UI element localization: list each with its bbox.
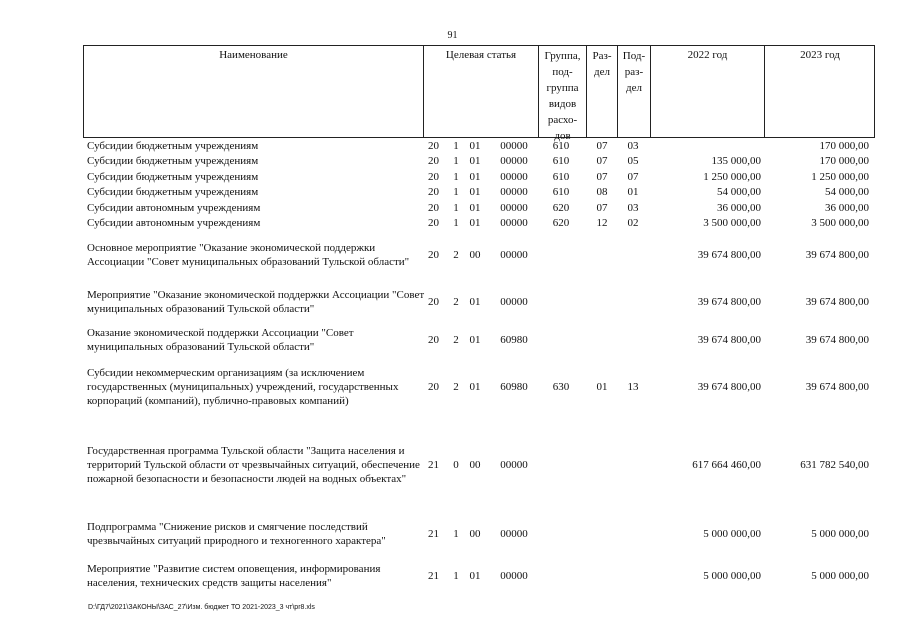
table-row [83,200,875,216]
section-code: 07 [596,139,608,152]
section-code: 01 [596,380,608,393]
code-program: 20 [428,186,439,199]
row-name: Субсидии бюджетным учреждениям [87,186,259,199]
subsection-code [618,556,648,596]
section-code [588,511,616,556]
subsection-code [618,418,648,511]
amount-2022: 39 674 800,00 [697,248,761,261]
code-program: 20 [428,139,439,152]
table-header [83,45,875,142]
code-program: 20 [428,334,439,346]
amount-2023: 631 782 540,00 [800,458,869,471]
expense-group [538,325,584,355]
header-name: Наименование [219,49,288,61]
code-direction: 00000 [500,186,528,199]
code-subprogram: 2 [453,295,459,308]
code-program: 20 [428,170,439,183]
row-name: Подпрограмма "Снижение рисков и смягчение последствий чрезвычайных ситуаций природного и техногенного характера" [87,520,386,547]
page-number: 91 [447,30,458,41]
code-direction: 60980 [500,334,528,346]
code-program: 20 [428,201,439,214]
code-subprogram: 1 [453,217,459,230]
code-event: 01 [469,217,481,230]
subsection-code: 03 [627,139,639,152]
code-subprogram: 2 [453,248,459,261]
header-subsection [617,46,650,137]
header-year-2023: 2023 год [764,46,875,137]
code-direction: 00000 [500,217,528,230]
amount-2023: 36 000,00 [825,201,869,214]
header-subsection-text: Под- раз- дел [622,50,646,94]
table-row [83,556,875,596]
code-direction: 00000 [500,527,528,540]
amount-2023: 54 000,00 [825,186,869,199]
subsection-code: 03 [627,201,639,214]
section-code: 12 [596,217,608,230]
table-row [83,169,875,185]
table-row [83,511,875,556]
header-year-2022: 2022 год [650,46,764,137]
code-direction: 00000 [500,201,528,214]
section-code: 07 [596,155,608,168]
code-direction: 00000 [500,170,528,183]
expense-group: 610 [552,139,570,152]
subsection-code: 01 [627,186,639,199]
code-direction: 00000 [500,458,528,471]
table-row [83,355,875,418]
code-event: 01 [469,170,481,183]
code-direction: 00000 [500,248,528,261]
row-name: Субсидии бюджетным учреждениям [87,170,259,183]
amount-2023: 3 500 000,00 [811,217,869,230]
table-row [83,418,875,511]
code-event: 01 [469,155,481,168]
code-program: 20 [428,295,439,308]
expense-group: 610 [552,155,570,168]
code-subprogram: 1 [453,186,459,199]
row-name: Субсидии автономным учреждениям [87,217,261,230]
subsection-code [618,231,648,278]
expense-group [538,278,584,325]
table-row [83,154,875,170]
code-program: 21 [428,570,439,582]
code-event: 00 [469,458,481,471]
header-target-article: Целевая статья [423,46,538,137]
code-subprogram: 1 [453,170,459,183]
amount-2022: 39 674 800,00 [697,380,761,393]
section-code [588,231,616,278]
code-subprogram: 1 [453,570,459,582]
code-program: 20 [428,380,439,393]
amount-2023: 39 674 800,00 [805,295,869,308]
budget-table [83,45,875,596]
subsection-code: 13 [627,380,639,393]
row-name: Субсидии автономным учреждениям [87,201,261,214]
code-program: 21 [428,458,439,471]
table-row [83,185,875,201]
amount-2022: 54 000,00 [717,186,761,199]
code-event: 01 [469,295,481,308]
amount-2022: 617 664 460,00 [692,458,761,471]
code-subprogram: 2 [453,334,459,346]
table-row [83,138,875,154]
table-row [83,216,875,232]
amount-2022: 5 000 000,00 [703,570,761,582]
amount-2023: 170 000,00 [819,139,869,152]
expense-group: 610 [552,170,570,183]
expense-group: 620 [552,217,570,230]
file-path-footer: D:\ГД7\2021\ЗАКОНЫ\ЗАС_27\Изм. бюджет ТО 2021-2023_3 чт\pr8.xls [88,604,315,611]
table-row [83,278,875,325]
expense-group: 610 [552,186,570,199]
amount-2022: 39 674 800,00 [697,334,761,346]
code-direction: 60980 [500,380,528,393]
amount-2023: 39 674 800,00 [805,380,869,393]
row-name: Мероприятие "Оказание экономической поддержки Ассоциации "Совет муниципальных образований Тульской области" [87,288,425,315]
section-code [588,418,616,511]
amount-2023: 39 674 800,00 [805,248,869,261]
section-code [588,325,616,355]
code-subprogram: 1 [453,139,459,152]
subsection-code: 05 [627,155,639,168]
code-event: 01 [469,139,481,152]
code-program: 20 [428,155,439,168]
row-name: Субсидии бюджетным учреждениям [87,155,259,168]
row-name: Государственная программа Тульской области "Защита населения и территорий Тульской области от чрезвычайных ситуаций, обеспечение пожарной безопасности и безопасности людей на водных объектах" [87,444,420,485]
expense-group: 620 [552,201,570,214]
table-body [83,138,875,596]
expense-group [538,418,584,511]
section-code: 07 [596,201,608,214]
code-program: 20 [428,248,439,261]
header-section-text: Раз- дел [592,50,612,78]
row-name: Оказание экономической поддержки Ассоциации "Совет муниципальных образований Тульской области" [87,327,354,353]
amount-2022: 36 000,00 [717,201,761,214]
amount-2022: 135 000,00 [711,155,761,168]
amount-2023: 5 000 000,00 [811,527,869,540]
header-section [586,46,617,137]
code-event: 01 [469,570,481,582]
code-subprogram: 2 [453,380,459,393]
expense-group: 630 [552,380,570,393]
section-code [588,556,616,596]
table-row [83,231,875,278]
code-event: 01 [469,201,481,214]
code-program: 21 [428,527,439,540]
amount-2022 [649,138,761,154]
code-direction: 00000 [500,155,528,168]
amount-2022: 5 000 000,00 [703,527,761,540]
amount-2022: 39 674 800,00 [697,295,761,308]
subsection-code: 07 [627,170,639,183]
code-program: 20 [428,217,439,230]
expense-group [538,556,584,596]
amount-2023: 170 000,00 [819,155,869,168]
amount-2022: 3 500 000,00 [703,217,761,230]
row-name: Мероприятие "Развитие систем оповещения, информирования населения, технических средств защиты населения" [87,563,381,589]
code-event: 00 [469,248,481,261]
row-name: Основное мероприятие "Оказание экономической поддержки Ассоциации "Совет муниципальных образований Тульской области" [87,241,410,268]
code-event: 00 [469,527,481,540]
header-group [538,46,586,142]
header-group-text: Группа, под- группа видов расхо- дов [544,50,581,142]
code-direction: 00000 [500,570,528,582]
subsection-code [618,511,648,556]
expense-group [538,511,584,556]
code-event: 01 [469,186,481,199]
row-name: Субсидии бюджетным учреждениям [87,139,259,152]
code-event: 01 [469,334,481,346]
code-subprogram: 0 [453,458,459,471]
row-name: Субсидии некоммерческим организациям (за исключением государственных (муниципальных) учреждений, государственных корпораций (компаний), публично-правовых компаний) [87,366,399,407]
amount-2023: 39 674 800,00 [805,334,869,346]
subsection-code [618,278,648,325]
amount-2022: 1 250 000,00 [703,170,761,183]
section-code: 08 [596,186,608,199]
code-subprogram: 1 [453,527,459,540]
expense-group [538,231,584,278]
code-event: 01 [469,380,481,393]
amount-2023: 1 250 000,00 [811,170,869,183]
code-direction: 00000 [500,295,528,308]
section-code: 07 [596,170,608,183]
section-code [588,278,616,325]
subsection-code: 02 [627,217,639,230]
amount-2023: 5 000 000,00 [811,570,869,582]
table-row [83,325,875,355]
code-subprogram: 1 [453,201,459,214]
code-subprogram: 1 [453,155,459,168]
code-direction: 00000 [500,139,528,152]
subsection-code [618,325,648,355]
